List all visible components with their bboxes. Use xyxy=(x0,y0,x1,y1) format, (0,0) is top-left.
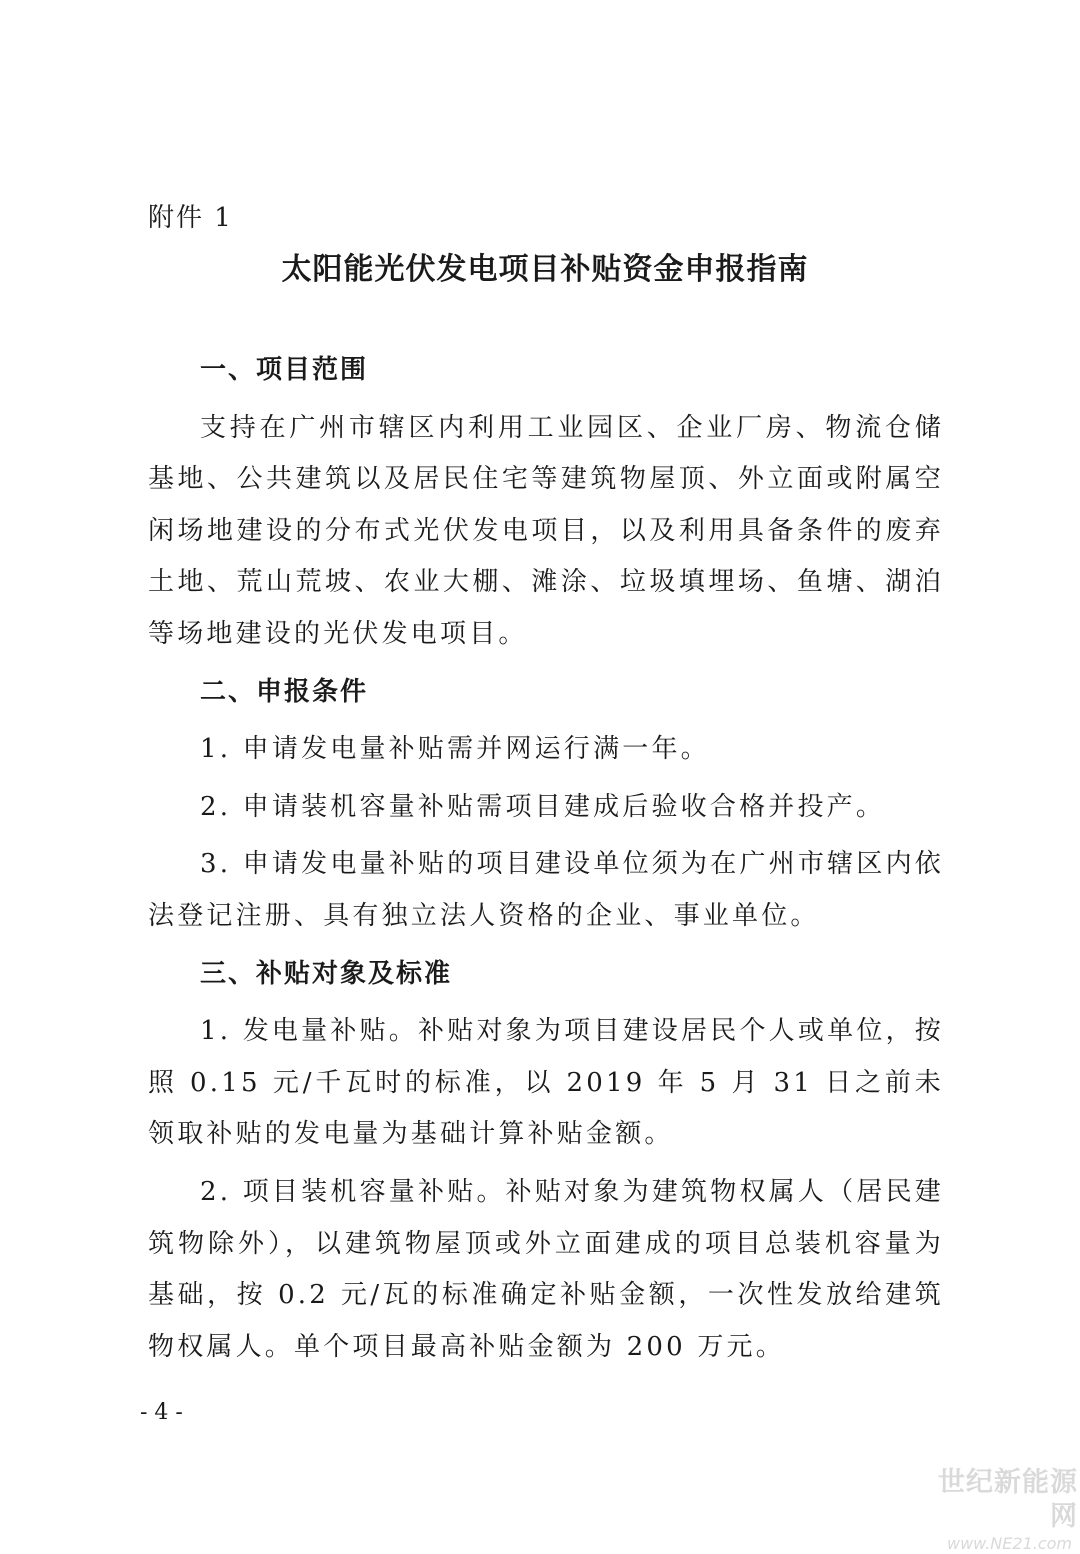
watermark-logo xyxy=(920,1466,1078,1553)
condition-item-3: 3. 申请发电量补贴的项目建设单位须为在广州市辖区内依法登记注册、具有独立法人资格的企业、事业单位。 xyxy=(148,849,944,931)
section-heading-conditions: 二、申报条件 xyxy=(200,676,369,707)
attachment-label: 附件 1 xyxy=(148,203,233,233)
watermark-name: 世纪新能源网 xyxy=(938,1467,1078,1532)
document-title: 太阳能光伏发电项目补贴资金申报指南 xyxy=(281,252,809,287)
document-body xyxy=(148,345,944,1379)
subsidy-item-2: 2. 项目装机容量补贴。补贴对象为建筑物权属人（居民建筑物除外），以建筑物屋顶或外立面建成的项目总装机容量为基础，按 0.2 元/瓦的标准确定补贴金额，一次性发放给建筑物权属人。单个项目最高补贴金额为 200 万元。 xyxy=(148,1176,944,1362)
section-heading-subsidy: 三、补贴对象及标准 xyxy=(200,958,453,989)
scope-paragraph: 支持在广州市辖区内利用工业园区、企业厂房、物流仓储基地、公共建筑以及居民住宅等建筑物屋顶、外立面或附属空闲场地建设的分布式光伏发电项目，以及利用具备条件的废弃土地、荒山荒坡、农业大棚、滩涂、垃圾填埋场、鱼塘、湖泊等场地建设的光伏发电项目。 xyxy=(148,412,944,649)
page-number: - 4 - xyxy=(140,1400,183,1425)
condition-item-1: 1. 申请发电量补贴需并网运行满一年。 xyxy=(200,734,710,765)
section-heading-scope: 一、项目范围 xyxy=(200,355,369,385)
condition-item-2: 2. 申请装机容量补贴需项目建成后验收合格并投产。 xyxy=(200,791,886,822)
watermark-url: www.NE21.com xyxy=(946,1534,1072,1553)
subsidy-item-1: 1. 发电量补贴。补贴对象为项目建设居民个人或单位，按照 0.15 元/千瓦时的标准，以 2019 年 5 月 31 日之前未领取补贴的发电量为基础计算补贴金额。 xyxy=(148,1016,944,1150)
